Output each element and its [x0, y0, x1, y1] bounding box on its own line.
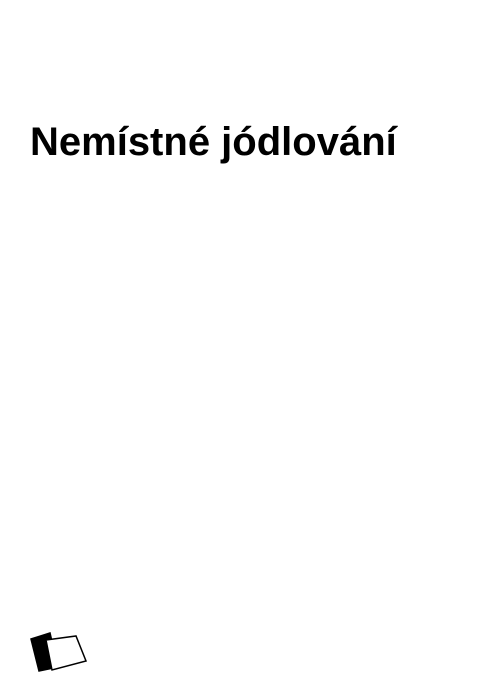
stacked-cards-icon [28, 630, 88, 672]
light-card [46, 636, 86, 670]
page-title: Nemístné jódlování [30, 120, 397, 164]
